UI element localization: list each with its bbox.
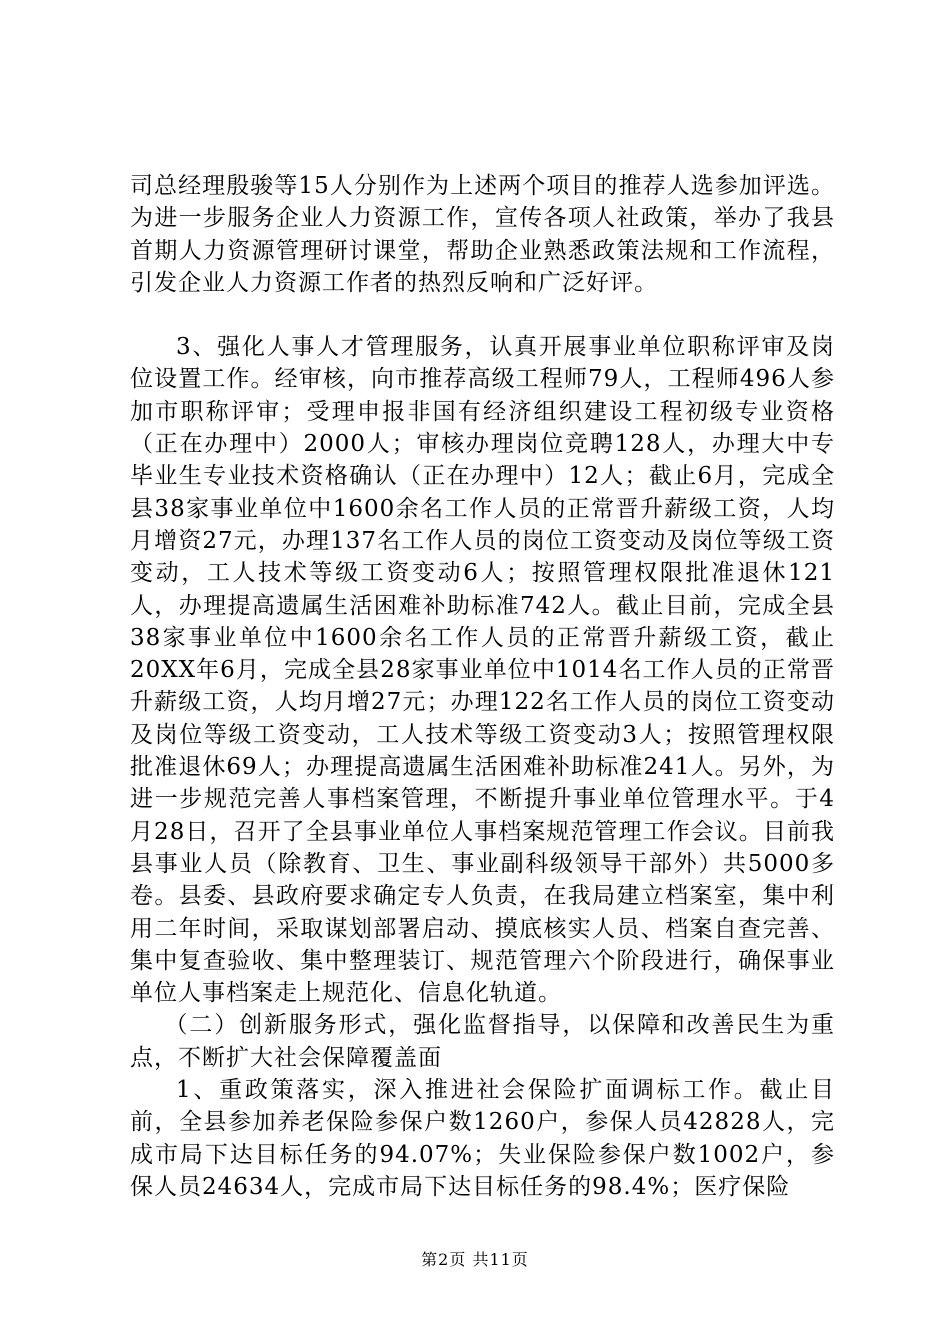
paragraph-personnel-management: 3、强化人事人才管理服务，认真开展事业单位职称评审及岗位设置工作。经审核，向市推荐高级工程师79人，工程师496人参加市职称评审；受理申报非国有经济组织建设工程初级专业资格（正在办理中）2000人；审核办理岗位竞聘128人，办理大中专毕业生专业技术资格确认（正在办理中）12人；截止6月，完成全县38家事业单位中1600余名工作人员的正常晋升薪级工资，人均月增资27元，办理137名工作人员的岗位工资变动及岗位等级工资变动，工人技术等级工资变动6人；按照管理权限批准退休121人，办理提高遗属生活困难补助标准742人。截止目前，完成全县38家事业单位中1600余名工作人员的正常晋升薪级工资，截止20XX年6月，完成全县28家事业单位中1014名工作人员的正常晋升薪级工资，人均月增27元；办理122名工作人员的岗位工资变动及岗位等级工资变动，工人技术等级工资变动3人；按照管理权限批准退休69人；办理提高遗属生活困难补助标准241人。另外，为进一步规范完善人事档案管理，不断提升事业单位管理水平。于4月28日，召开了全县事业单位人事档案规范管理工作会议。目前我县事业人员（除教育、卫生、事业副科级领导干部外）共5000多卷。县委、县政府要求确定专人负责，在我局建立档案室，集中利用二年时间，采取谋划部署启动、摸底核实人员、档案自查完善、集中复查验收、集中整理装订、规范管理六个阶段进行，确保事业单位人事档案走上规范化、信息化轨道。	[130, 334, 835, 1007]
paragraph-insurance-expansion: 1、重政策落实，深入推进社会保险扩面调标工作。截止目前，全县参加养老保险参保户数1260户，参保人员42828人，完成市局下达目标任务的94.07%；失业保险参保户数1002户，参保人员24634人，完成市局下达目标任务的98.4%；医疗保险	[130, 1077, 835, 1200]
paragraph-continuation: 司总经理殷骏等15人分别作为上述两个项目的推荐人选参加评选。为进一步服务企业人力资源工作，宣传各项人社政策，举办了我县首期人力资源管理研讨课堂，帮助企业熟悉政策法规和工作流程，引发企业人力资源工作者的热烈反响和广泛好评。	[130, 173, 835, 296]
page-number-footer: 第2页 共11页	[421, 1250, 529, 1269]
section-heading-social-security: （二）创新服务形式，强化监督指导，以保障和改善民生为重点，不断扩大社会保障覆盖面	[130, 1012, 835, 1071]
body-text	[130, 170, 835, 1203]
